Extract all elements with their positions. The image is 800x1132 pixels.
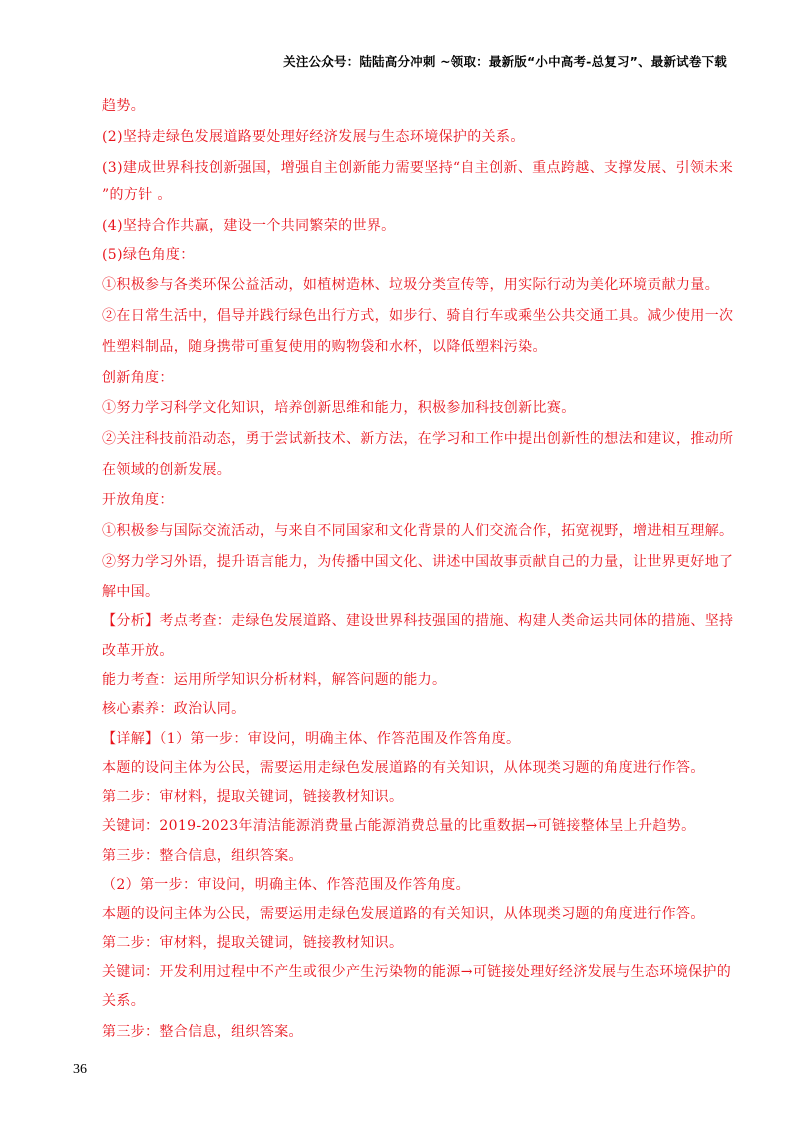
page-header: 关注公众号：陆陆高分冲刺 ~领取：最新版“小中高考-总复习”、最新试卷下载 [283,54,727,69]
page-number: 36 [73,1062,87,1077]
text-line: （2）第一步：审设问，明确主体、作答范围及作答角度。 [102,877,471,893]
text-line: 第三步：整合信息，组织答案。 [102,1024,303,1040]
text-line: ”的方针 。 [102,187,172,203]
text-line: 在领域的创新发展。 [102,462,232,478]
text-line: (2)坚持走绿色发展道路要处理好经济发展与生态环境保护的关系。 [102,129,525,145]
text-line: ②努力学习外语，提升语言能力，为传播中国文化、讲述中国故事贡献自己的力量，让世界更好地了 [102,554,734,570]
text-line: (3)建成世界科技创新强国，增强自主创新能力需要坚持“自主创新、重点跨越、支撑发展、引领未来 [102,160,734,176]
text-line: 性塑料制品，随身携带可重复使用的购物袋和水杯，以降低塑料污染。 [102,339,547,355]
text-line: 关键词：2019-2023年清洁能源消费量占能源消费总量的比重数据→可链接整体呈上升趋势。 [102,818,696,834]
text-line: 核心素养：政治认同。 [102,701,246,717]
text-line: 第三步：整合信息，组织答案。 [102,848,303,864]
text-line: 第二步：审材料，提取关键词，链接教材知识。 [102,789,404,805]
text-line: 能力考查：运用所学知识分析材料，解答问题的能力。 [102,672,447,688]
text-line: ①积极参与各类环保公益活动，如植树造林、垃圾分类宣传等，用实际行动为美化环境贡献力量。 [102,277,720,293]
text-line: 本题的设问主体为公民，需要运用走绿色发展道路的有关知识，从体现类习题的角度进行作答。 [102,760,705,776]
text-line: ②关注科技前沿动态，勇于尝试新技术、新方法，在学习和工作中提出创新性的想法和建议，推动所 [102,431,734,447]
text-line: 【分析】考点考查：走绿色发展道路、建设世界科技强国的措施、构建人类命运共同体的措施、坚持 [102,613,734,629]
text-line: (5)绿色角度： [102,247,195,263]
text-line: 本题的设问主体为公民，需要运用走绿色发展道路的有关知识，从体现类习题的角度进行作答。 [102,906,705,922]
text-line: 第二步：审材料，提取关键词，链接教材知识。 [102,935,404,951]
text-line: 解中国。 [102,584,160,600]
text-line: ①积极参与国际交流活动，与来自不同国家和文化背景的人们交流合作，拓宽视野，增进相互理解。 [102,523,734,539]
text-line: ②在日常生活中，倡导并践行绿色出行方式，如步行、骑自行车或乘坐公共交通工具。减少使用一次 [102,308,734,324]
text-line: 改革开放。 [102,643,174,659]
text-line: ①努力学习科学文化知识，培养创新思维和能力，积极参加科技创新比赛。 [102,400,576,416]
text-line: 关系。 [102,993,146,1009]
text-line: 趋势。 [102,98,146,114]
text-line: 创新角度： [102,370,174,386]
text-line: 开放角度： [102,492,174,508]
text-line: 【详解】（1）第一步：审设问，明确主体、作答范围及作答角度。 [102,731,521,747]
text-line: (4)坚持合作共赢，建设一个共同繁荣的世界。 [102,218,396,234]
text-line: 关键词：开发利用过程中不产生或很少产生污染物的能源→可链接处理好经济发展与生态环境保护的 [102,964,732,980]
